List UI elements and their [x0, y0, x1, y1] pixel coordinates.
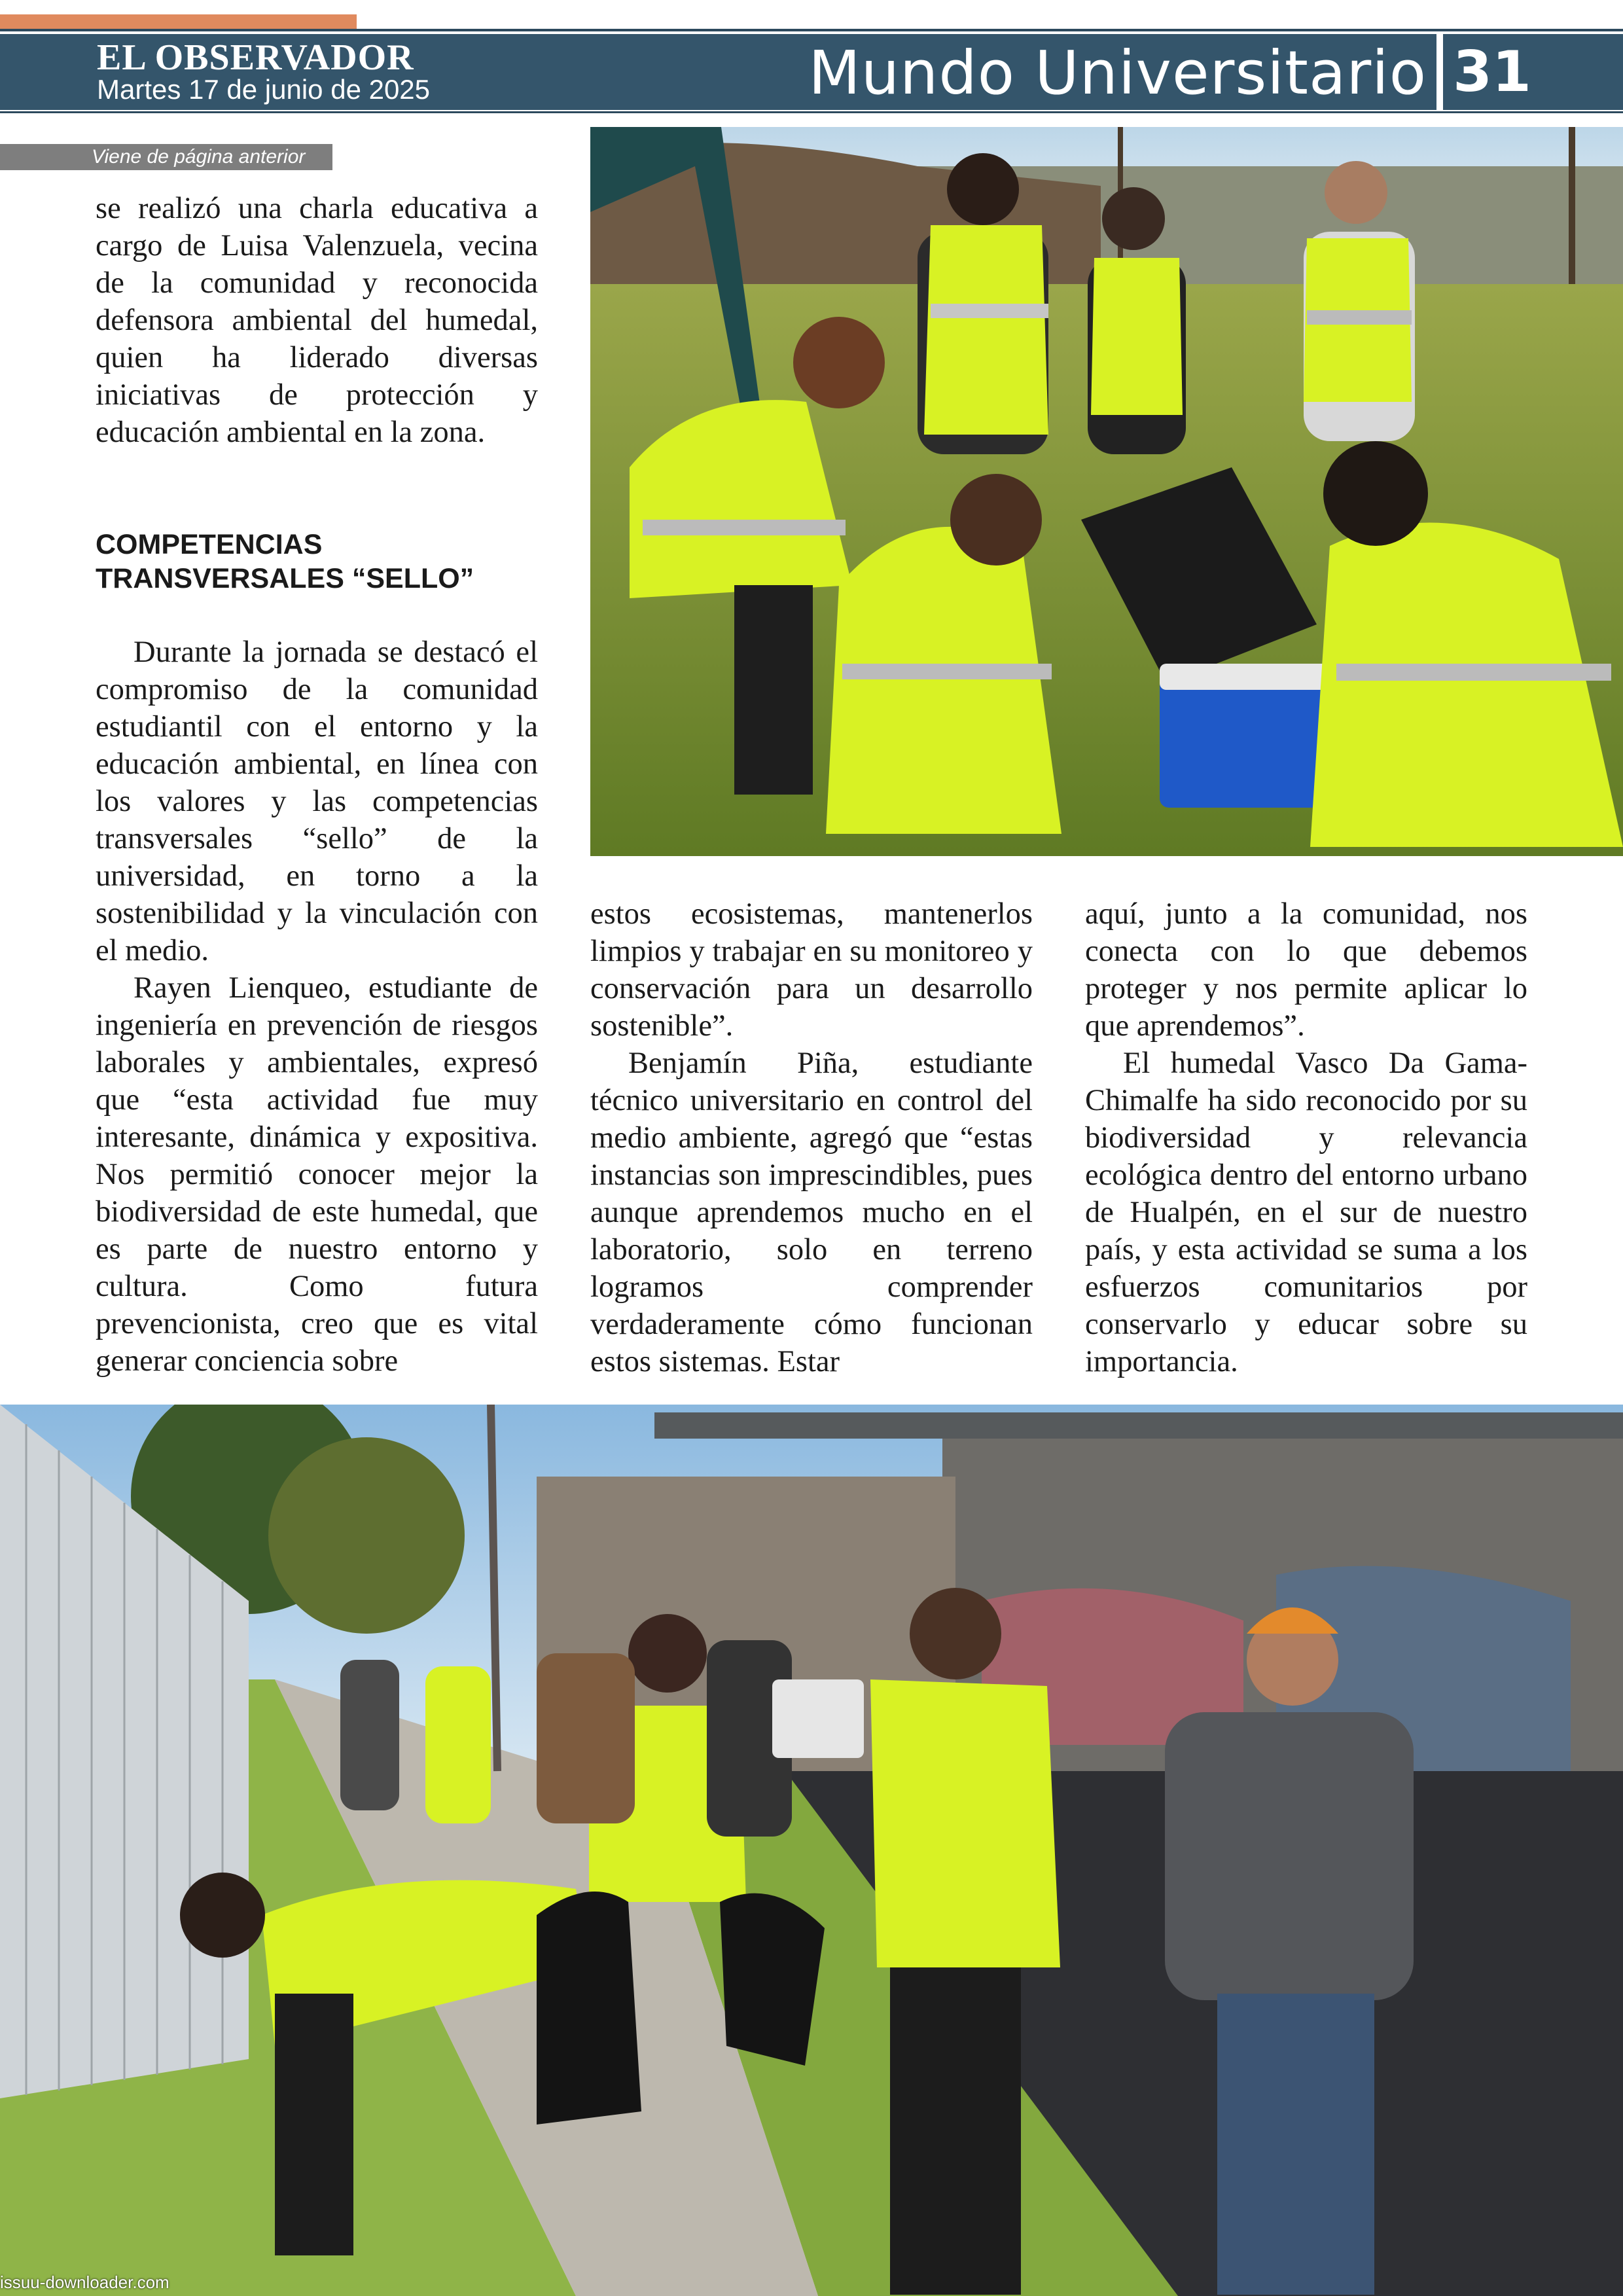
page-number: 31	[1453, 39, 1531, 105]
column-3	[1085, 895, 1527, 1380]
column-2	[590, 895, 1033, 1380]
column-1-body	[96, 634, 538, 1380]
photo-field-monitoring	[590, 127, 1623, 856]
paragraph: estos ecosistemas, mantenerlos limpios y trabajar en su monitoreo y conservación para un desarrollo sostenible”.	[590, 897, 1033, 1043]
issue-date: Martes 17 de junio de 2025	[97, 74, 431, 105]
paragraph: Benjamín Piña, estudiante técnico universitario en control del medio ambiente, agregó que “estas instancias son imprescindibles, pues aunque aprendemos mucho en el laboratorio, solo en terreno logramos comprender verdaderamente cómo funcionan estos sistemas. Estar	[590, 1047, 1033, 1378]
column-1-top	[96, 190, 538, 451]
paragraph: se realizó una charla educativa a cargo de Luisa Valenzuela, vecina de la comunidad y reconocida defensora ambiental del humedal, quien ha liderado diversas iniciativas de protección y educación ambiental en la zona.	[96, 192, 538, 449]
paragraph: El humedal Vasco Da Gama-Chimalfe ha sido reconocido por su biodiversidad y relevancia ecológica dentro del entorno urbano de Hualpén, en el sur de nuestro país, y esta actividad se suma a los esfuerzos comunitarios por conservarlo y educar sobre su importancia.	[1085, 1047, 1527, 1378]
masthead: EL OBSERVADOR	[97, 37, 414, 78]
paragraph: Rayen Lienqueo, estudiante de ingeniería en prevención de riesgos laborales y ambientales, expresó que “esta actividad fue muy interesante, dinámica y expositiva. Nos permitió conocer mejor la biodiversidad de este humedal, que es parte de nuestro entorno y cultura. Como futura prevencionista, creo que es vital generar conciencia sobre	[96, 971, 538, 1378]
photo-field-monitoring-image	[590, 127, 1623, 856]
watermark: issuu-downloader.com	[0, 2272, 169, 2292]
paragraph: aquí, junto a la comunidad, nos conecta con lo que debemos proteger y nos permite aplicar lo que aprendemos”.	[1085, 897, 1527, 1043]
photo-cleanup-walk-image	[0, 1405, 1623, 2296]
header-bottom-rule	[0, 111, 1623, 113]
section-title: Mundo Universitario	[808, 38, 1427, 108]
continuation-tag: Viene de página anterior	[0, 144, 332, 170]
subheading: COMPETENCIAS TRANSVERSALES “SELLO”	[96, 529, 474, 594]
header-accent-bar	[0, 14, 357, 29]
paragraph: Durante la jornada se destacó el compromiso de la comunidad estudiantil con el entorno y la educación ambiental, en línea con los valores y las competencias transversales “sello” de la universidad, en torno a la sostenibilidad y la vinculación con el medio.	[96, 636, 538, 967]
photo-cleanup-walk	[0, 1405, 1623, 2296]
header-separator	[1436, 34, 1443, 110]
header-top-rule	[0, 29, 1623, 31]
